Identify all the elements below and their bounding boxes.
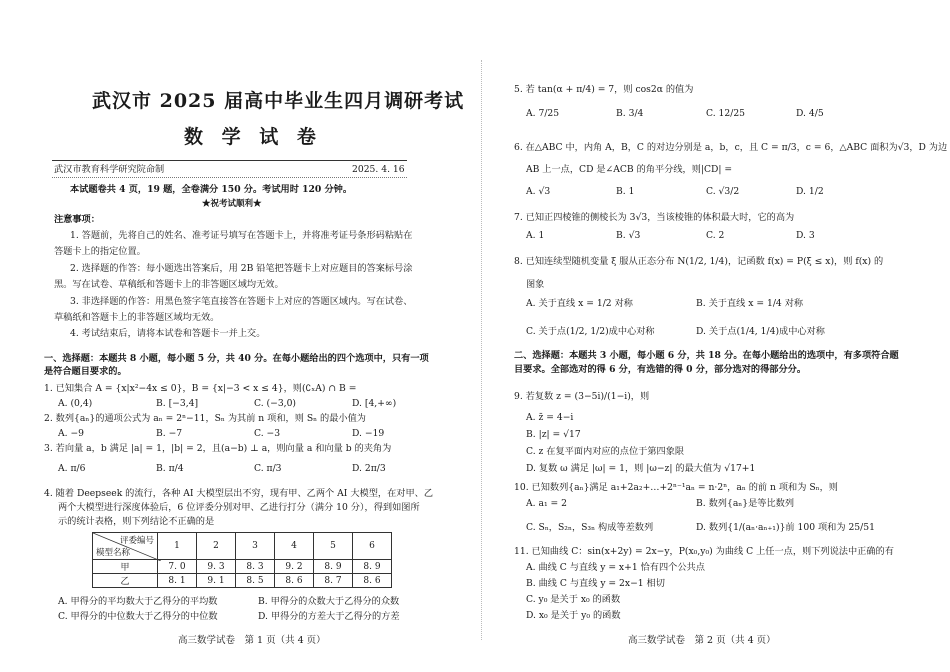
q10-option-d: D. 数列{1/(aₙ·aₙ₊₁)}前 100 项和为 25/51 [696, 522, 875, 533]
judge-header: 4 [275, 533, 314, 560]
q7-option-b: B. √3 [616, 230, 641, 241]
note-line: 答题卡上的指定位置。 [54, 246, 146, 257]
judge-header: 1 [158, 533, 197, 560]
q7-stem: 7. 已知正四棱锥的侧棱长为 3√3，当该棱锥的体积最大时，它的高为 [514, 212, 795, 223]
q8-option-b: B. 关于直线 x = 1/4 对称 [696, 298, 804, 309]
page-1 [44, 0, 465, 672]
corner-top-label: 评委编号 [119, 536, 154, 546]
score-cell: 8. 9 [314, 560, 353, 574]
q2-option-d: D. −19 [352, 428, 385, 439]
q5-option-c: C. 12/25 [706, 108, 746, 119]
header-rule-dotted [52, 177, 407, 178]
judge-header: 3 [236, 533, 275, 560]
score-cell: 8. 5 [236, 574, 275, 588]
q9-option-c: C. z 在复平面内对应的点位于第四象限 [526, 446, 685, 457]
q11-option-a: A. 曲线 C 与直线 y = x+1 恰有四个公共点 [526, 562, 705, 573]
q6-stem-cont: AB 上一点，CD 是∠ACB 的角平分线，则|CD| = [526, 164, 733, 175]
model-name-cell: 乙 [93, 574, 158, 588]
q6-stem: 6. 在△ABC 中，内角 A，B，C 的对边分别是 a，b，c，且 C = π/3，c = 6，△ABC 面积为√3，D 为边 [514, 142, 948, 153]
q10-option-a: A. a₁ = 2 [526, 498, 568, 509]
footer-page-2: 高三数学试卷 第 2 页（共 4 页） [628, 635, 776, 646]
q11-option-c: C. y₀ 是关于 x₀ 的函数 [526, 594, 621, 605]
score-cell: 7. 0 [158, 560, 197, 574]
q8-stem: 8. 已知连续型随机变量 ξ 服从正态分布 N(1/2, 1/4)，记函数 f(x) = P(ξ ≤ x)，则 f(x) 的 [514, 256, 884, 267]
page-2 [512, 0, 948, 672]
q7-option-c: C. 2 [706, 230, 725, 241]
footer-page-1: 高三数学试卷 第 1 页（共 4 页） [178, 635, 326, 646]
q3-option-a: A. π/6 [58, 463, 86, 474]
note-line: 4. 考试结束后，请将本试卷和答题卡一并上交。 [70, 328, 266, 339]
score-cell: 8. 6 [275, 574, 314, 588]
table-row [93, 574, 392, 588]
q11-stem: 11. 已知曲线 C：sin(x+2y) = 2x−y，P(x₀,y₀) 为曲线 C 上任一点，则下列说法中正确的有 [514, 546, 894, 557]
section2-heading-cont: 目要求。全部选对的得 6 分，有选错的得 0 分，部分选对的得部分分。 [514, 364, 807, 375]
q1-option-a: A. (0,4) [58, 398, 93, 409]
exam-title: 武汉市 2025 届高中毕业生四月调研考试 [92, 90, 465, 112]
q5-option-b: B. 3/4 [616, 108, 644, 119]
q1-option-c: C. (−3,0) [254, 398, 297, 409]
score-cell: 9. 1 [197, 574, 236, 588]
score-cell: 9. 3 [197, 560, 236, 574]
q2-stem: 2. 数列{aₙ}的通项公式为 aₙ = 2ⁿ−11，Sₙ 为其前 n 项和，则 Sₙ 的最小值为 [44, 413, 366, 424]
q5-option-d: D. 4/5 [796, 108, 824, 119]
note-line: 1. 答题前，先将自己的姓名、准考证号填写在答题卡上，并将准考证号条形码粘贴在 [70, 230, 413, 241]
page-divider [481, 60, 482, 640]
q8-option-a: A. 关于直线 x = 1/2 对称 [526, 298, 633, 309]
q11-option-b: B. 曲线 C 与直线 y = 2x−1 相切 [526, 578, 665, 589]
section2-heading: 二、选择题：本题共 3 小题，每小题 6 分，共 18 分。在每小题给出的选项中，有多项符合题 [514, 350, 899, 361]
section1-heading: 一、选择题：本题共 8 小题，每小题 5 分，共 40 分。在每小题给出的四个选项中，只有一项 [44, 353, 429, 364]
q4-stem-cont: 两个大模型进行深度体验后，6 位评委分别对甲、乙进行打分（满分 10 分），得到如图所 [58, 502, 420, 513]
q9-option-a: A. z̄ = 4−i [526, 412, 574, 423]
q5-option-a: A. 7/25 [526, 108, 560, 119]
q6-option-a: A. √3 [526, 186, 551, 197]
q10-stem: 10. 已知数列{aₙ}满足 a₁+2a₂+…+2ⁿ⁻¹aₙ = n·2ⁿ，aₙ 的前 n 项和为 Sₙ，则 [514, 482, 838, 493]
table-header-row [93, 533, 392, 560]
q5-stem: 5. 若 tan(α + π/4) = 7，则 cos2α 的值为 [514, 84, 694, 95]
score-cell: 8. 9 [353, 560, 392, 574]
note-line: 2. 选择题的作答：每小题选出答案后，用 2B 铅笔把答题卡上对应题目的答案标号涂 [70, 263, 413, 274]
score-cell: 8. 3 [236, 560, 275, 574]
q1-stem: 1. 已知集合 A = {x|x²−4x ≤ 0}，B = {x|−3 < x ≤ 4}，则(∁ₓA) ∩ B = [44, 383, 357, 394]
section1-heading-cont: 是符合题目要求的。 [44, 366, 127, 377]
note-line: 草稿纸和答题卡上的非答题区域均无效。 [54, 312, 220, 323]
q7-option-a: A. 1 [526, 230, 545, 241]
score-cell: 8. 1 [158, 574, 197, 588]
notice-title: 注意事项： [54, 214, 100, 225]
note-line: 3. 非选择题的作答：用黑色签字笔直接答在答题卡上对应的答题区域内。写在试卷、 [70, 296, 413, 307]
score-cell: 8. 7 [314, 574, 353, 588]
q1-option-b: B. [−3,4] [156, 398, 199, 409]
q3-stem: 3. 若向量 a，b 满足 |a| = 1，|b| = 2，且(a−b) ⊥ a，则向量 a 和向量 b 的夹角为 [44, 443, 392, 454]
exam-info: 本试题卷共 4 页，19 题，全卷满分 150 分。考试用时 120 分钟。 [70, 184, 353, 195]
corner-bottom-label: 模型名称 [96, 548, 131, 558]
q3-option-c: C. π/3 [254, 463, 282, 474]
q6-option-c: C. √3/2 [706, 186, 740, 197]
q1-option-d: D. [4,+∞) [352, 398, 397, 409]
judge-header: 5 [314, 533, 353, 560]
q4-option-c: C. 甲得分的中位数大于乙得分的中位数 [58, 611, 218, 622]
q4-option-b: B. 甲得分的众数大于乙得分的众数 [258, 596, 400, 607]
q4-option-d: D. 甲得分的方差大于乙得分的方差 [258, 611, 400, 622]
note-line: 黑。写在试卷、草稿纸和答题卡上的非答题区域均无效。 [54, 279, 284, 290]
q7-option-d: D. 3 [796, 230, 815, 241]
q11-option-d: D. x₀ 是关于 y₀ 的函数 [526, 610, 621, 621]
q8-option-c: C. 关于点(1/2, 1/2)成中心对称 [526, 326, 655, 337]
wish-text: ★祝考试顺利★ [202, 199, 262, 209]
model-name-cell: 甲 [93, 560, 158, 574]
header-rule [52, 160, 407, 161]
q8-option-d: D. 关于点(1/4, 1/4)成中心对称 [696, 326, 825, 337]
table-row [93, 560, 392, 574]
score-table [92, 532, 392, 588]
corner-cell [93, 533, 158, 560]
judge-header: 6 [353, 533, 392, 560]
q4-stem-cont: 示的统计表格，则下列结论不正确的是 [58, 516, 215, 527]
judge-header: 2 [197, 533, 236, 560]
score-cell: 9. 2 [275, 560, 314, 574]
q2-option-b: B. −7 [156, 428, 183, 439]
exam-subtitle: 数 学 试 卷 [184, 126, 322, 148]
q6-option-b: B. 1 [616, 186, 635, 197]
q9-stem: 9. 若复数 z = (3−5i)/(1−i)，则 [514, 391, 650, 402]
q2-option-a: A. −9 [58, 428, 85, 439]
q10-option-b: B. 数列{aₙ}是等比数列 [696, 498, 795, 509]
q4-stem: 4. 随着 Deepseek 的流行，各种 AI 大模型层出不穷，现有甲、乙两个 AI 大模型，在对甲、乙 [44, 488, 434, 499]
q9-option-d: D. 复数 ω 满足 |ω| = 1，则 |ω−z| 的最大值为 √17+1 [526, 463, 756, 474]
q10-option-c: C. Sₙ，S₂ₙ，S₃ₙ 构成等差数列 [526, 522, 654, 533]
score-cell: 8. 6 [353, 574, 392, 588]
exam-date: 2025. 4. 16 [352, 164, 405, 175]
q6-option-d: D. 1/2 [796, 186, 824, 197]
issuer: 武汉市教育科学研究院命制 [54, 164, 165, 175]
q8-stem-cont: 图象 [526, 279, 545, 290]
q3-option-b: B. π/4 [156, 463, 184, 474]
q3-option-d: D. 2π/3 [352, 463, 386, 474]
q2-option-c: C. −3 [254, 428, 281, 439]
q9-option-b: B. |z| = √17 [526, 429, 581, 440]
q4-option-a: A. 甲得分的平均数大于乙得分的平均数 [58, 596, 218, 607]
